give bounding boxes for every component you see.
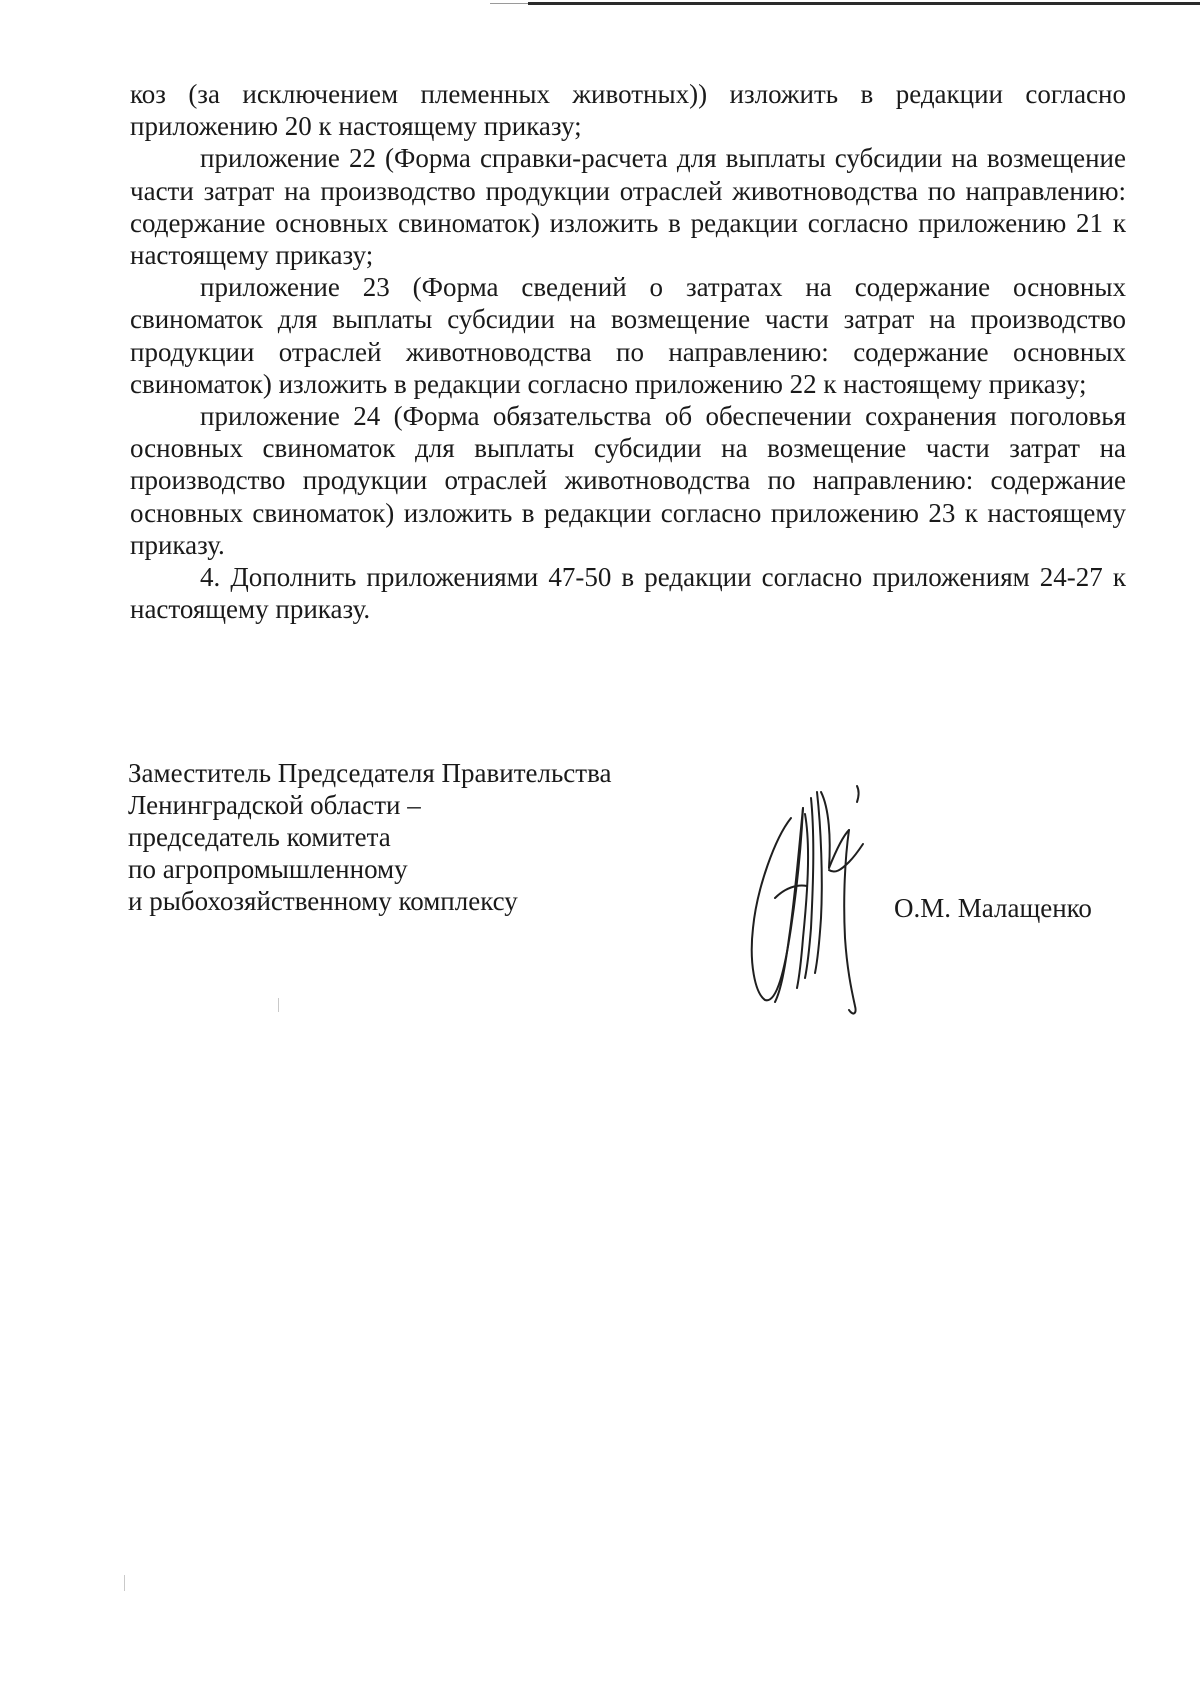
paragraph-appendix-24: приложение 24 (Форма обязательства об обеспечении сохранения поголовья основных свиноматок для выплаты субсидии на возмещение части затрат на производство продукции отраслей животноводства по направлению: содержание основных свиноматок) изложить в редакции согласно приложению 23 к настоящему приказу. <box>130 401 1126 560</box>
position-line: по агропромышленному <box>128 854 408 884</box>
signatory-name: О.М. Малащенко <box>894 893 1092 923</box>
paragraph-appendix-22: приложение 22 (Форма справки-расчета для выплаты субсидии на возмещение части затрат на производство продукции отраслей животноводства по направлению: содержание основных свиноматок) изложить в редакции согласно приложению 21 к настоящему приказу; <box>130 143 1126 271</box>
paragraph-item-4: 4. Дополнить приложениями 47-50 в редакции согласно приложениям 24-27 к настоящему приказу. <box>130 562 1126 625</box>
scan-top-edge <box>528 2 1200 5</box>
handwritten-signature <box>745 778 905 1018</box>
document-body <box>130 78 1126 625</box>
position-line: Заместитель Председателя Правительства <box>128 758 612 788</box>
scan-artifact <box>278 998 279 1012</box>
paragraph-continuation: коз (за исключением племенных животных)) изложить в редакции согласно приложению 20 к настоящему приказу; <box>130 79 1126 142</box>
position-line: председатель комитета <box>128 822 391 852</box>
position-line: Ленинградской области – <box>128 790 421 820</box>
scan-artifact <box>124 1575 125 1591</box>
paragraph-appendix-23: приложение 23 (Форма сведений о затратах на содержание основных свиноматок для выплаты субсидии на возмещение части затрат на производство продукции отраслей животноводства по направлению: содержание основных свиноматок) изложить в редакции согласно приложению 22 к настоящему приказу; <box>130 272 1126 399</box>
scan-edge-fade <box>490 3 530 4</box>
position-line: и рыбохозяйственному комплексу <box>128 886 518 916</box>
signatory-position <box>128 757 688 917</box>
